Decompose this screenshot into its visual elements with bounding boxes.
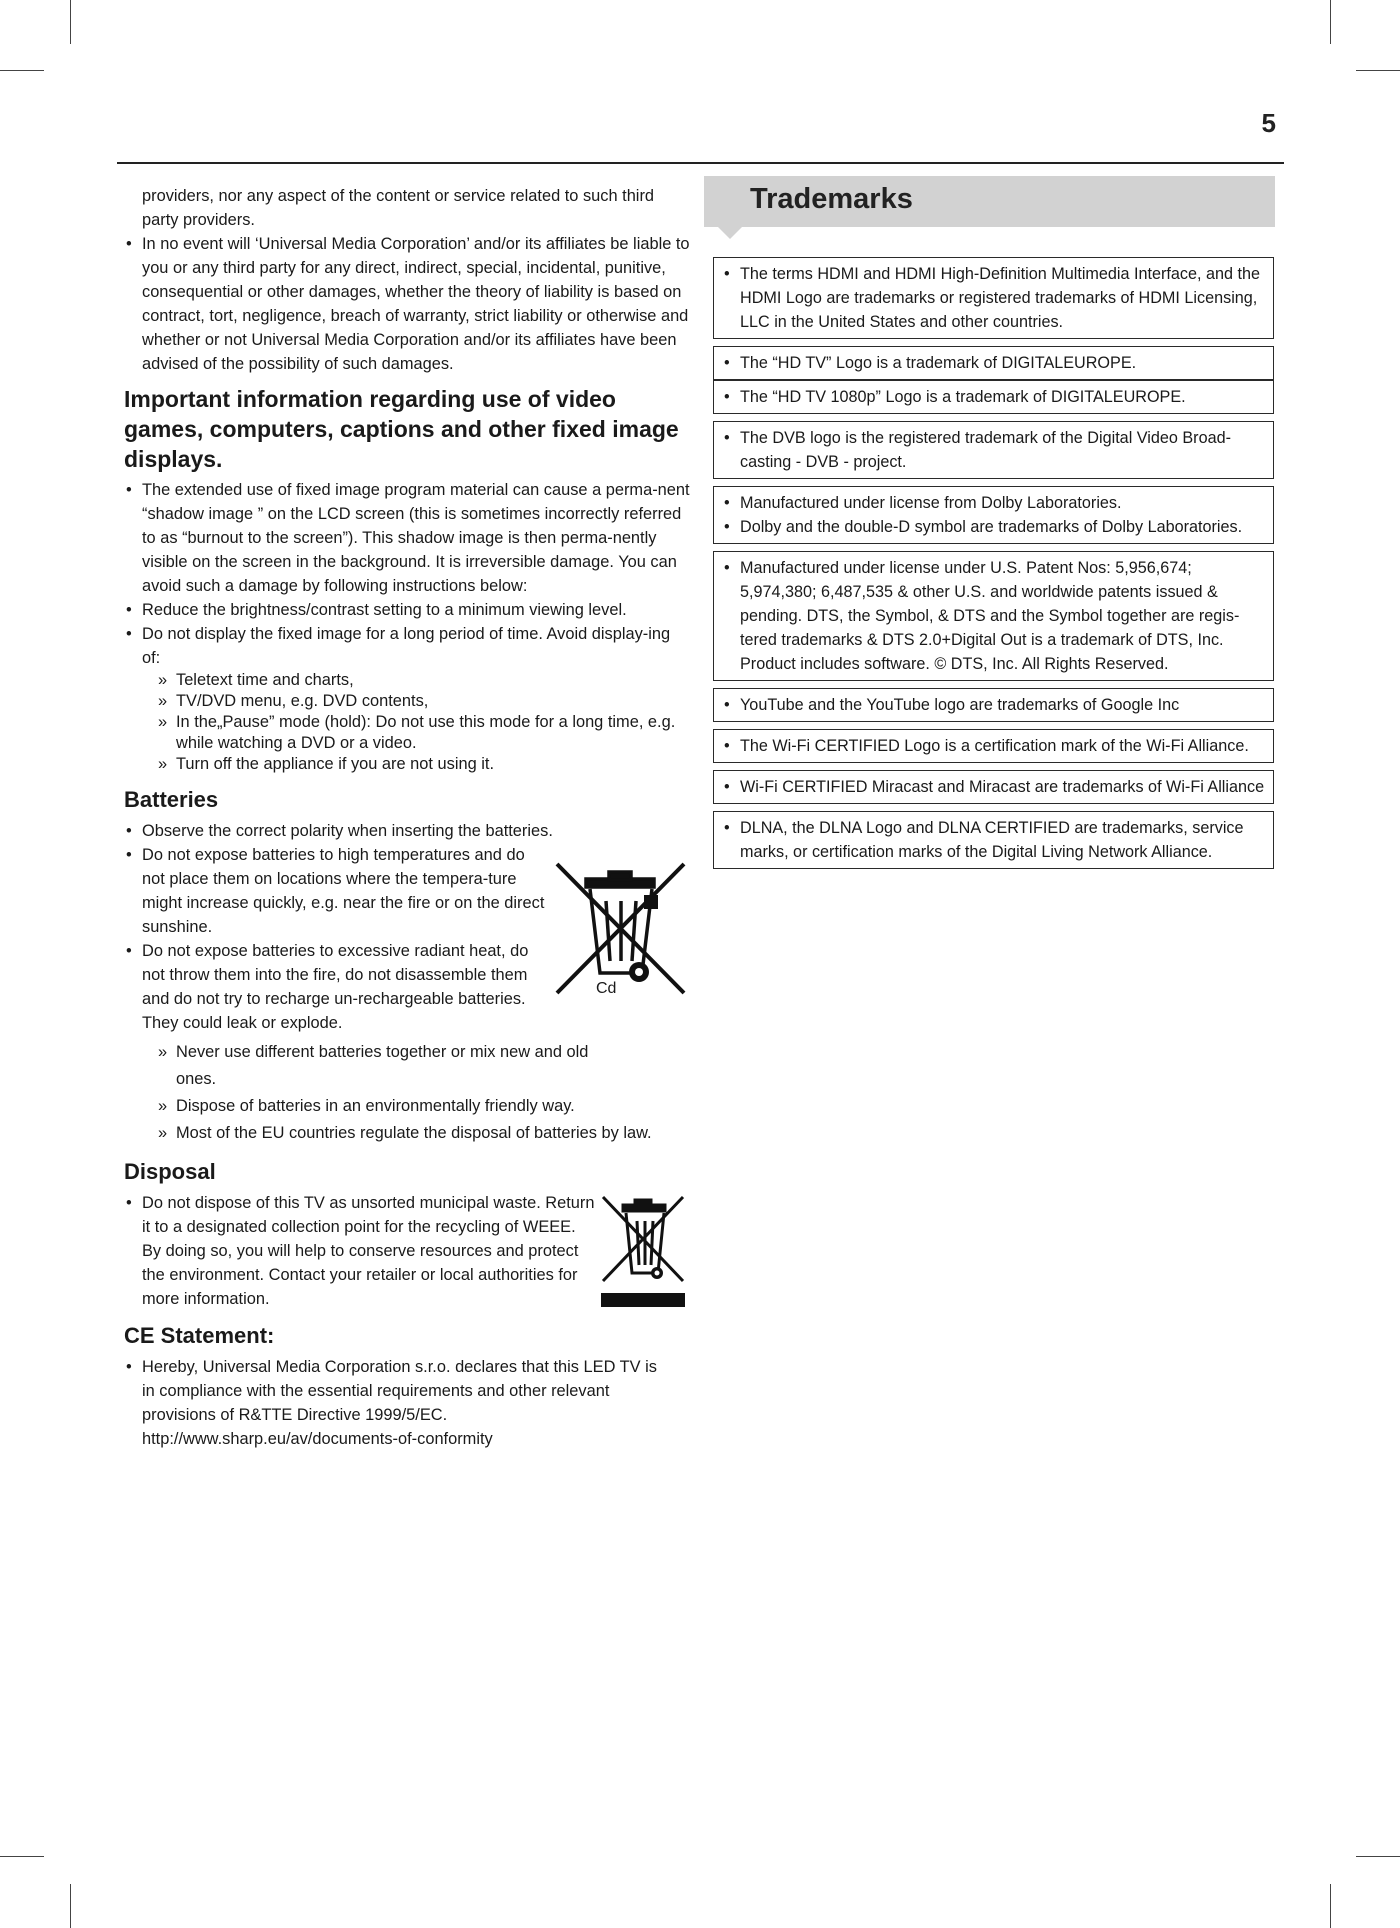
trademark-box-wifi <box>713 729 1274 763</box>
trademark-item: • YouTube and the YouTube logo are trademarks of Google Inc <box>722 693 1267 717</box>
trademark-item: • The “HD TV 1080p” Logo is a trademark of DIGITALEUROPE. <box>722 385 1267 409</box>
intro-bullet: • In no event will ‘Universal Media Corporation’ and/or its affiliates be liable to you or any third party for any direct, indirect, special, incidental, punitive, consequential or other damages, whether the theory of liability is based on contract, tort, negligence, breach of warranty, strict liability or otherwise and whether or not Universal Media Corporation and/or its affiliates have been advised of the possibility of such damages. <box>124 232 690 376</box>
trademark-item: • Manufactured under license under U.S. Patent Nos: 5,956,674; 5,974,380; 6,487,535 & other U.S. and worldwide patents issued & pending. DTS, the Symbol, & DTS and the Symbol together are regis-tered trademarks & DTS 2.0+Digital Out is a trademark of DTS, Inc. Product includes software. © DTS, Inc. All Rights Reserved. <box>722 556 1267 676</box>
trademark-box-dts <box>713 551 1274 681</box>
fixed-image-bullet: • Do not display the fixed image for a long period of time. Avoid display-ing of: <box>124 622 690 670</box>
fixed-image-sub-item: » TV/DVD menu, e.g. DVD contents, <box>124 691 690 712</box>
crop-mark <box>0 1856 44 1857</box>
trademark-item: • Wi-Fi CERTIFIED Miracast and Miracast are trademarks of Wi-Fi Alliance <box>722 775 1267 799</box>
trademark-box-dolby <box>713 486 1274 544</box>
fixed-image-sub-item: » Teletext time and charts, <box>124 670 690 691</box>
trademark-item: • The Wi-Fi CERTIFIED Logo is a certification mark of the Wi-Fi Alliance. <box>722 734 1267 758</box>
header-tab-pointer <box>718 227 742 239</box>
trademark-box-miracast <box>713 770 1274 804</box>
fixed-image-sub-item: » In the„Pause” mode (hold): Do not use this mode for a long time, e.g. while watching a DVD or a video. <box>124 712 690 754</box>
trademark-box-youtube <box>713 688 1274 722</box>
batteries-bullet: • Do not expose batteries to high temperatures and do not place them on locations where the tempera-ture might increase quickly, e.g. near the fire or on the direct sunshine. <box>124 843 552 939</box>
fixed-image-bullet: • The extended use of fixed image program material can cause a perma-nent “shadow image ” on the LCD screen (this is sometimes incorrectly referred to as “burnout to the screen”). This shadow image is then perma-nently visible on the screen in the background. It is irreversible damage. You can avoid such a damage by following instructions below: <box>124 478 690 598</box>
intro-bullet-list <box>124 232 690 376</box>
trademarks-title: Trademarks <box>750 183 913 215</box>
ce-heading: CE Statement: <box>124 1323 275 1348</box>
trademark-item: • The DVB logo is the registered trademark of the Digital Video Broad-casting - DVB - project. <box>722 426 1267 474</box>
trademark-box-dvb <box>713 421 1274 479</box>
header-rule <box>117 162 1284 164</box>
batteries-bullet: • Do not expose batteries to excessive radiant heat, do not throw them into the fire, do not disassemble them and do not try to recharge un-rechargeable batteries. They could leak or explode. <box>124 939 552 1035</box>
disposal-block <box>124 1191 690 1311</box>
disposal-heading: Disposal <box>124 1159 216 1184</box>
batteries-sub-item: » Dispose of batteries in an environmentally friendly way. <box>124 1093 690 1120</box>
fixed-image-bullet-list <box>124 478 690 670</box>
trademark-box-hdtv-1080p <box>713 380 1274 414</box>
crossed-bin-battery-icon <box>554 861 689 991</box>
crop-mark <box>70 0 71 44</box>
weee-bin-icon <box>599 1193 687 1311</box>
trademark-box-hdmi <box>713 257 1274 339</box>
disposal-bullet: • Do not dispose of this TV as unsorted municipal waste. Return it to a designated collection point for the recycling of WEEE. By doing so, you will help to conserve resources and protect the environment. Contact your retailer or local authorities for more information. <box>124 1191 597 1311</box>
intro-continued-text: providers, nor any aspect of the content or service related to such third party providers. <box>142 187 655 229</box>
right-column <box>704 176 1275 876</box>
fixed-image-bullet: • Reduce the brightness/contrast setting to a minimum viewing level. <box>124 598 690 622</box>
trademark-box-dlna <box>713 811 1274 869</box>
batteries-block <box>124 819 690 1035</box>
page-number: 5 <box>1261 108 1276 138</box>
trademark-item: • DLNA, the DLNA Logo and DLNA CERTIFIED are trademarks, service marks, or certification marks of the Digital Living Network Alliance. <box>722 816 1267 864</box>
trademark-item: • The “HD TV” Logo is a trademark of DIGITALEUROPE. <box>722 351 1267 375</box>
trademark-item: • Dolby and the double-D symbol are trademarks of Dolby Laboratories. <box>722 515 1267 539</box>
fixed-image-sub-item: » Turn off the appliance if you are not using it. <box>124 754 690 775</box>
crop-mark <box>0 70 44 71</box>
batteries-bullet: • Observe the correct polarity when inserting the batteries. <box>124 819 690 843</box>
ce-bullet: • Hereby, Universal Media Corporation s.r.o. declares that this LED TV is in compliance with the essential requirements and other relevant provisions of R&TTE Directive 1999/5/EC. http://www.sharp.eu/av/documents-of-conformity <box>124 1355 662 1451</box>
trademarks-list <box>704 257 1275 869</box>
left-column <box>124 184 690 1451</box>
fixed-image-heading: Important information regarding use of video games, computers, captions and other fixed image displays. <box>124 386 679 472</box>
trademark-item: • Manufactured under license from Dolby Laboratories. <box>722 491 1267 515</box>
crop-mark <box>1330 1884 1331 1928</box>
ce-bullet-list <box>124 1355 690 1451</box>
crop-mark <box>70 1884 71 1928</box>
batteries-sub-item: » Never use different batteries together or mix new and old ones. <box>124 1039 596 1093</box>
crop-mark <box>1356 70 1400 71</box>
batteries-sub-list <box>124 1039 690 1147</box>
trademarks-header <box>704 176 1275 227</box>
trademark-box-hdtv <box>713 346 1274 380</box>
fixed-image-sub-list <box>124 670 690 775</box>
batteries-heading: Batteries <box>124 787 219 812</box>
crop-mark <box>1356 1856 1400 1857</box>
batteries-sub-item: » Most of the EU countries regulate the disposal of batteries by law. <box>124 1120 690 1147</box>
trademark-item: • The terms HDMI and HDMI High-Definition Multimedia Interface, and the HDMI Logo are trademarks or registered trademarks of HDMI Licensing, LLC in the United States and other countries. <box>722 262 1267 334</box>
cadmium-label: Cd <box>596 980 617 997</box>
crop-mark <box>1330 0 1331 44</box>
